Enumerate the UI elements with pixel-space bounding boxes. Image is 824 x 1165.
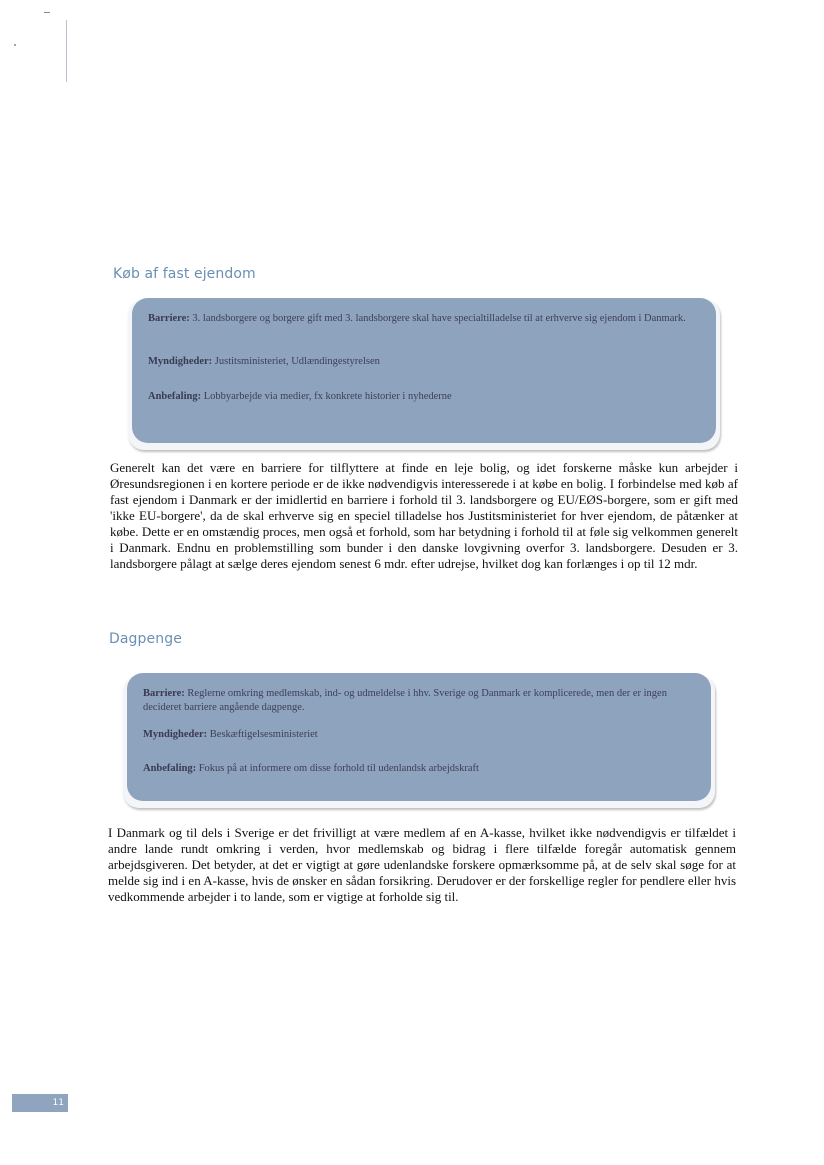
myndigheder-line xyxy=(143,728,691,742)
anbefaling-line xyxy=(148,390,696,404)
barriere-line xyxy=(148,312,696,326)
barriere-line xyxy=(143,687,691,715)
info-box-dagpenge xyxy=(127,673,711,801)
anbefaling-text: Fokus på at informere om disse forhold til udenlandsk arbejdskraft xyxy=(196,763,479,774)
barriere-label: Barriere: xyxy=(148,313,190,324)
scan-dot xyxy=(14,44,16,46)
info-box-koeb-af-fast-ejendom xyxy=(132,298,716,443)
myndigheder-label: Myndigheder: xyxy=(148,356,213,367)
barriere-text: 3. landsborgere og borgere gift med 3. landsborgere skal have specialtilladelse til at erhverve sig ejendom i Danmark. xyxy=(189,313,686,324)
section-heading-dagpenge: Dagpenge xyxy=(109,631,182,647)
anbefaling-line xyxy=(143,762,691,776)
page-number: 11 xyxy=(12,1094,68,1112)
document-page xyxy=(10,8,816,1158)
myndigheder-line xyxy=(148,355,696,369)
anbefaling-label: Anbefaling: xyxy=(148,391,202,402)
crop-mark xyxy=(44,12,50,13)
anbefaling-text: Lobbyarbejde via medier, fx konkrete historier i nyhederne xyxy=(201,391,452,402)
margin-rule xyxy=(66,20,67,82)
section-heading-koeb-af-fast-ejendom: Køb af fast ejendom xyxy=(113,266,256,282)
myndigheder-text: Justitsministeriet, Udlændingestyrelsen xyxy=(212,356,380,367)
myndigheder-label: Myndigheder: xyxy=(143,729,208,740)
myndigheder-text: Beskæftigelsesministeriet xyxy=(207,729,318,740)
body-paragraph-koeb-af-fast-ejendom: Generelt kan det være en barriere for tilflyttere at finde en leje bolig, og idet forskerne måske kun arbejder i Øresundsregionen i en kortere periode er de ikke nødvendigvis interesserede i at købe en bolig. I forbindelse med køb af fast ejendom i Danmark er der imidlertid en barriere i forhold til 3. landsborgere og EU/EØS-borgere, som er gift med 'ikke EU-borgere', da de skal erhverve sig en speciel tilladelse hos Justitsministeriet for hver ejendom, de påtænker at købe. Dette er en omstændig proces, men også et forhold, som har betydning i forhold til at føle sig velkommen generelt i Danmark. Endnu en problemstilling som bunder i den danske lovgivning overfor 3. landsborgere. Desuden er 3. landsborgere pålagt at sælge deres ejendom senest 6 mdr. efter udrejse, hvilket dog kan forlænges i op til 12 mdr. xyxy=(110,460,738,571)
barriere-text: Reglerne omkring medlemskab, ind- og udmeldelse i hhv. Sverige og Danmark er komplicerede, men der er ingen decideret barriere angående dagpenge. xyxy=(143,688,667,713)
body-paragraph-dagpenge: I Danmark og til dels i Sverige er det frivilligt at være medlem af en A-kasse, hvilket ikke nødvendigvis er tilfældet i andre lande rundt omkring i verden, hvor medlemskab og bidrag i flere tilfælde foregår automatisk gennem arbejdsgiveren. Det betyder, at det er vigtigt at gøre udenlandske forskere opmærksomme på, at de selv skal søge for at melde sig ind i en A-kasse, hvis de ønsker en sådan forsikring. Derudover er der forskellige regler for pendlere eller hvis vedkommende arbejder i to lande, som er vigtige at forholde sig til. xyxy=(108,825,736,904)
anbefaling-label: Anbefaling: xyxy=(143,763,197,774)
barriere-label: Barriere: xyxy=(143,688,185,699)
